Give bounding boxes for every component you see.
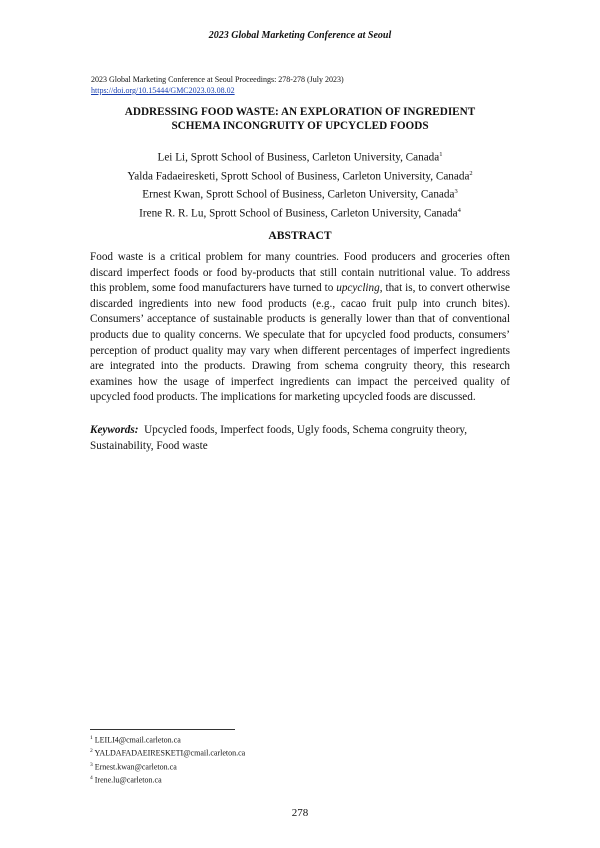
- footnote-item: $^1$ LEILI4@cmail.carleton.ca: [90, 735, 181, 745]
- page-number: 278: [291, 807, 309, 819]
- title-line-1: ADDRESSING FOOD WASTE: AN EXPLORATION OF INGREDIENT: [124, 106, 476, 118]
- doi-link[interactable]: https://doi.org/10.15444/GMC2023.03.08.02: [91, 86, 235, 95]
- abstract-heading: ABSTRACT: [268, 229, 332, 242]
- keywords: [90, 423, 510, 454]
- footnote-item: $^3$ Ernest.kwan@carleton.ca: [90, 761, 177, 772]
- footnote-divider: [90, 729, 235, 730]
- author-line: Irene R. R. Lu, Sprott School of Business, Carleton University, Canada$^4$: [139, 207, 461, 220]
- footnotes: [90, 733, 245, 786]
- author-line: Yalda Fadaeiresketi, Sprott School of Business, Carleton University, Canada$^2$: [127, 169, 473, 183]
- upcycling-term: upcycling: [336, 282, 380, 295]
- footnote-item: $^4$ Irene.lu@carleton.ca: [90, 774, 162, 785]
- title-line-2: SCHEMA INCONGRUITY OF UPCYCLED FOODS: [171, 120, 429, 132]
- author-line: Lei Li, Sprott School of Business, Carleton University, Canada$^1$: [157, 151, 443, 164]
- keywords-list: Upcycled foods, Imperfect foods, Ugly foods, Schema congruity theory, Sustainability, Food waste: [90, 424, 468, 452]
- proceedings-citation: 2023 Global Marketing Conference at Seoul Proceedings: 278-278 (July 2023): [91, 75, 344, 84]
- keywords-label: Keywords:: [90, 424, 139, 436]
- paper-title: [70, 105, 530, 133]
- proceedings-info: [91, 74, 344, 96]
- running-header: 2023 Global Marketing Conference at Seoul: [208, 30, 392, 41]
- footnote-item: $^2$ YALDAFADAEIRESKETI@cmail.carleton.ca: [90, 748, 246, 758]
- author-list: [60, 147, 540, 222]
- author-line: Ernest Kwan, Sprott School of Business, Carleton University, Canada$^3$: [142, 188, 458, 202]
- abstract-text: Food waste is a critical problem for many countries. Food producers and groceries often discard imperfect foods or food by-products that still contain nutritional value. To address this problem, some food manufacturers have turned to upcycling, that is, to convert otherwise discarded ingredients into new food products (e.g., cacao fruit pulp into crunch bites). Consumers’ acceptance of sustainable products is generally lower than that of conventional products due to quality concerns. We speculate that for upcycled food products, consumers’ perception of product quality may vary when different percentages of imperfect ingredients are integrated into the products. Drawing from schema congruity theory, this research examines how the usage of imperfect ingredients can impact the perceived quality of upcycled food products. The implications for marketing upcycled foods are discussed.: [90, 251, 510, 404]
